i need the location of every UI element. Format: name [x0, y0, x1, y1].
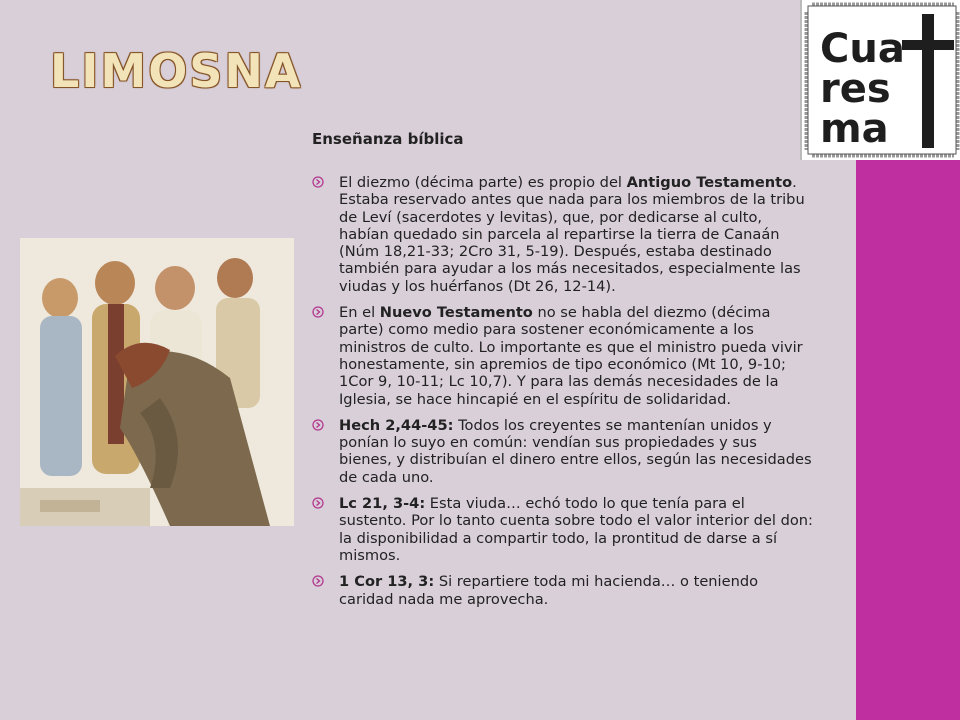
bullet-bold-run: Hech 2,44-45:	[339, 416, 454, 434]
circled-arrow-bullet-icon	[312, 497, 324, 509]
bullet-text-run: En el	[339, 304, 380, 322]
bullet-item	[312, 174, 814, 295]
circled-arrow-bullet-icon	[312, 306, 324, 318]
bullet-text-run: no se habla del diezmo (décima parte) como medio para sostener económicamente a los ministros de culto. Lo importante es que el ministro pueda vivir honestamente, sin apremios de tipo económico (Mt 10, 9-10; 1Cor 9, 10-11; Lc 10,7). Y para las demás necesidades de la Iglesia, se hace hincapié en el espíritu de solidaridad.	[339, 304, 803, 408]
bullet-item	[312, 573, 814, 608]
bullet-text	[339, 495, 813, 564]
section-subtitle: Enseñanza bíblica	[312, 130, 464, 148]
widow-offering-illustration	[20, 238, 294, 526]
bullet-text	[339, 304, 803, 407]
slide-title: LIMOSNA	[50, 44, 303, 98]
bullet-text-run: Esta viuda… echó todo lo que tenía para el sustento. Por lo tanto cuenta sobre todo el valor interior del don: la disponibilidad a compartir todo, la prontitud de darse a sí mismos.	[339, 495, 813, 564]
cuaresma-logo-graphic	[802, 0, 960, 160]
logo-line-2: res	[820, 66, 891, 112]
bullet-item	[312, 417, 814, 486]
bullet-bold-run: Lc 21, 3-4:	[339, 495, 426, 513]
illustration-graphic	[20, 238, 294, 526]
circled-arrow-bullet-icon	[312, 419, 324, 431]
circled-arrow-bullet-icon	[312, 176, 324, 188]
cuaresma-logo	[800, 0, 960, 160]
bullet-text-run: . Estaba reservado antes que nada para los miembros de la tribu de Leví (sacerdotes y levitas), que, por dedicarse al culto, habían quedado sin parcela al repartirse la tierra de Canaán (Núm 18,21-33; 2Cro 31, 5-19). Después, estaba destinado también para ayudar a los más necesitados, especialmente las viudas y los huérfanos (Dt 26, 12-14).	[339, 174, 805, 295]
bullet-list	[312, 174, 814, 617]
bullet-text	[339, 573, 758, 607]
bullet-bold-run: 1 Cor 13, 3:	[339, 573, 435, 591]
circled-arrow-bullet-icon	[312, 575, 324, 587]
bullet-text	[339, 174, 805, 295]
logo-line-1: Cua	[820, 26, 905, 72]
bullet-text	[339, 417, 812, 486]
bullet-text-run: El diezmo (décima parte) es propio del	[339, 174, 627, 191]
bullet-bold-run: Antiguo Testamento	[626, 174, 793, 191]
logo-line-3: ma	[820, 106, 889, 152]
accent-band	[856, 160, 960, 720]
bullet-item	[312, 304, 814, 408]
bullet-text-run: Todos los creyentes se mantenían unidos y ponían lo suyo en común: vendían sus propiedades y sus bienes, y distribuían el dinero entre ellos, según las necesidades de cada uno.	[339, 416, 812, 486]
bullet-text-run: Si repartiere toda mi hacienda… o teniendo caridad nada me aprovecha.	[339, 573, 759, 608]
bullet-bold-run: Nuevo Testamento	[379, 304, 533, 322]
bullet-item	[312, 495, 814, 564]
